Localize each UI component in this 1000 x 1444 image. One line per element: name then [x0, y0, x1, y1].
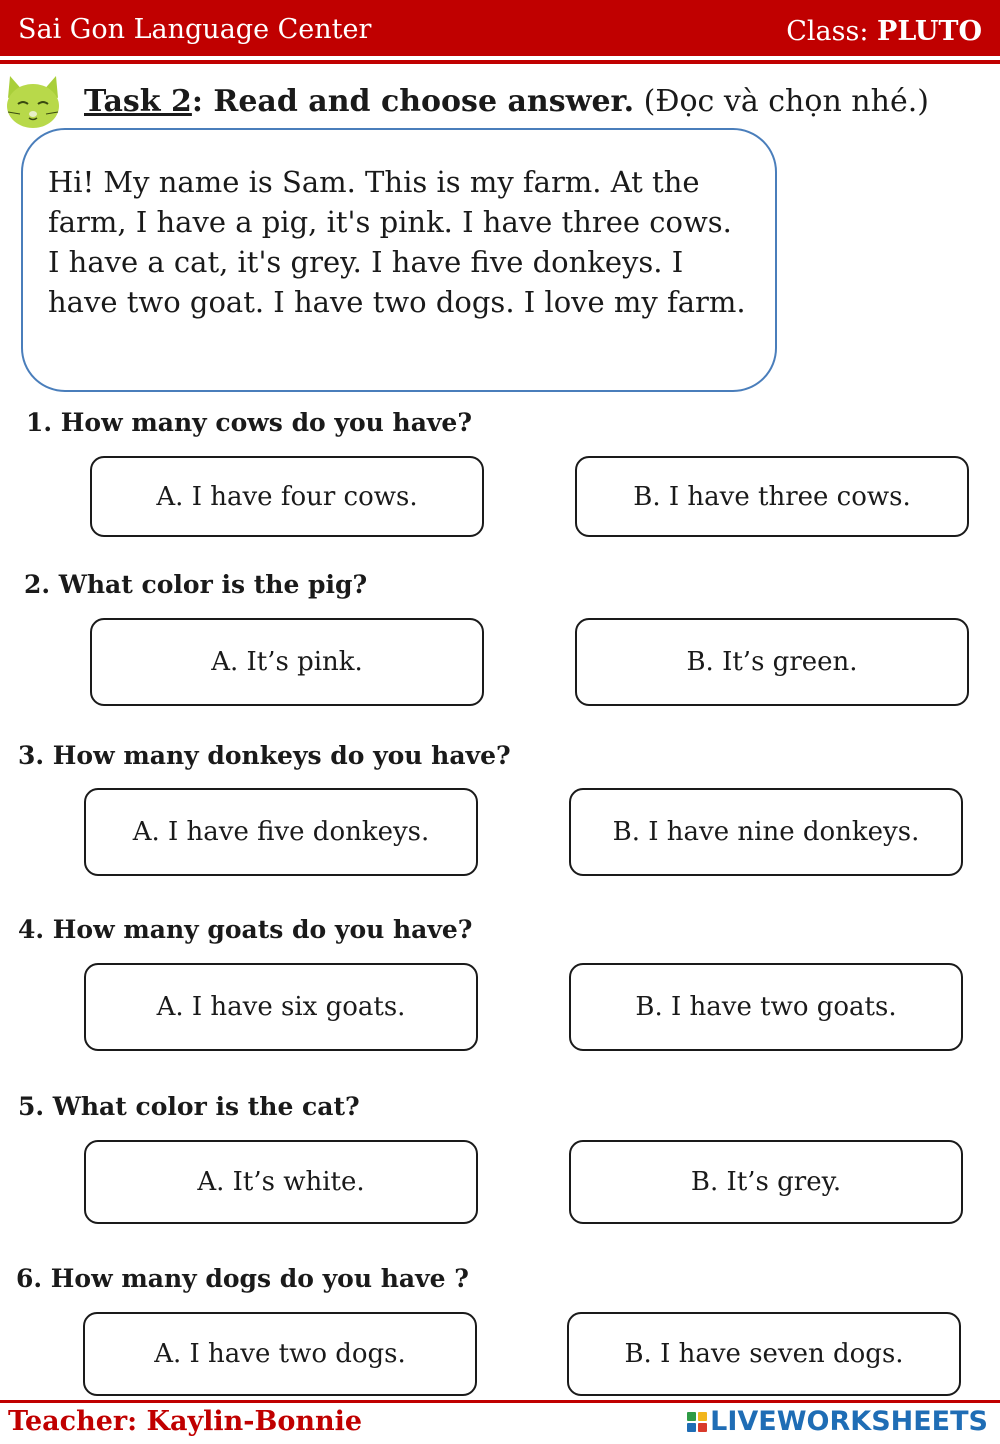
center-name: Sai Gon Language Center	[18, 14, 372, 45]
class-label	[786, 16, 982, 47]
teacher-name: Teacher: Kaylin-Bonnie	[8, 1406, 363, 1437]
q6-option-a[interactable]: A. I have two dogs.	[83, 1312, 477, 1396]
question-6: 6. How many dogs do you have ?	[16, 1264, 469, 1293]
cat-face-icon	[4, 72, 62, 132]
q3-option-a[interactable]: A. I have five donkeys.	[84, 788, 478, 876]
q5-option-b[interactable]: B. It’s grey.	[569, 1140, 963, 1224]
q1-option-a[interactable]: A. I have four cows.	[90, 456, 484, 537]
q4-option-b[interactable]: B. I have two goats.	[569, 963, 963, 1051]
class-name: PLUTO	[877, 16, 982, 47]
question-2: 2. What color is the pig?	[24, 570, 368, 599]
header-divider	[0, 60, 1000, 64]
logo-text: LIVEWORKSHEETS	[710, 1406, 988, 1437]
question-5: 5. What color is the cat?	[18, 1092, 360, 1121]
q4-option-a[interactable]: A. I have six goats.	[84, 963, 478, 1051]
q2-option-b[interactable]: B. It’s green.	[575, 618, 969, 706]
task-title	[84, 84, 929, 119]
q6-option-b[interactable]: B. I have seven dogs.	[567, 1312, 961, 1396]
task-instruction: : Read and choose answer.	[191, 84, 635, 119]
liveworksheets-logo	[687, 1406, 988, 1437]
question-4: 4. How many goats do you have?	[18, 915, 473, 944]
q5-option-a[interactable]: A. It’s white.	[84, 1140, 478, 1224]
task-number: Task 2	[84, 84, 192, 119]
class-prefix: Class:	[786, 16, 869, 47]
q3-option-b[interactable]: B. I have nine donkeys.	[569, 788, 963, 876]
question-1: 1. How many cows do you have?	[26, 408, 472, 437]
q2-option-a[interactable]: A. It’s pink.	[90, 618, 484, 706]
footer-divider	[0, 1400, 1000, 1403]
q1-option-b[interactable]: B. I have three cows.	[575, 456, 969, 537]
question-3: 3. How many donkeys do you have?	[18, 741, 511, 770]
story-text: Hi! My name is Sam. This is my farm. At the farm, I have a pig, it's pink. I have three cows. I have a cat, it's grey. I have five donkeys. I have two goat. I have two dogs. I love my farm.	[48, 165, 746, 319]
task-subtitle: (Đọc và chọn nhé.)	[634, 84, 929, 119]
liveworksheets-logo-icon	[687, 1412, 707, 1432]
